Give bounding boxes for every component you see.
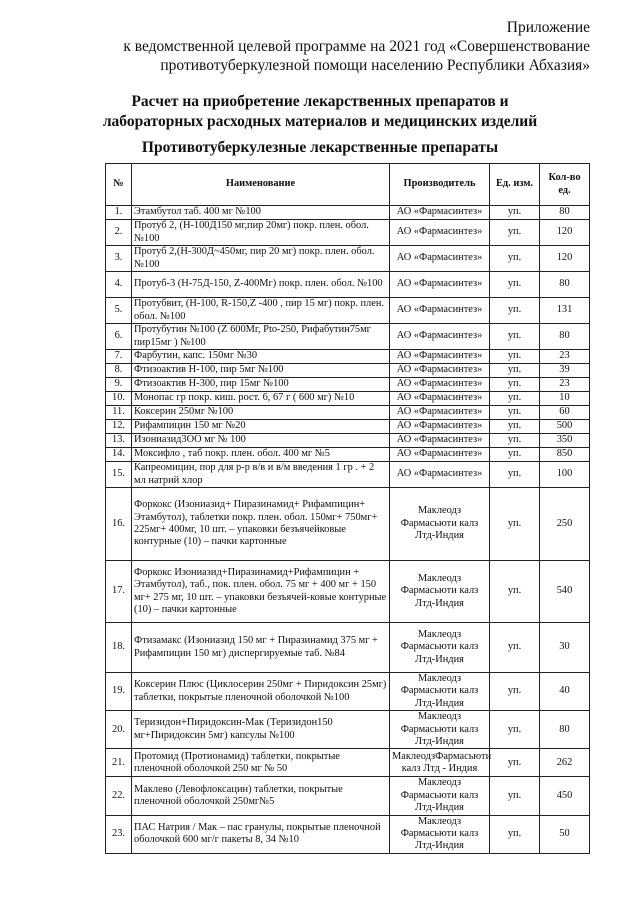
table-row [106, 392, 590, 406]
appendix-program-line-2: противотуберкулезной помощи населению Республики Абхазия» [160, 57, 590, 74]
manufacturer: АО «Фармасинтез» [390, 246, 490, 272]
manufacturer: АО «Фармасинтез» [390, 364, 490, 378]
table-row [106, 272, 590, 298]
table-row [106, 711, 590, 749]
row-number: 19. [106, 673, 132, 711]
drug-name: Протубвит, (Н-100, R-150,Z -400 , пир 15 мг) покр. плен. обол. №100 [132, 298, 390, 324]
drug-name: Протуб-3 (Н-75Д-150, Z-400Мг) покр. плен. обол. №100 [132, 272, 390, 298]
header-num: № [106, 164, 132, 206]
drug-name: Фтизоактив Н-300, пир 15мг №100 [132, 378, 390, 392]
table-row [106, 777, 590, 815]
drug-name: Форкокс Изониазид+Пиразинамид+Рифампицин + Этамбутол), таб., пок. плен. обол. 75 мг + 400 мг + 150 мг+ 275 мг, 10 шт. – упаковки безъячей-ковые контурные (10) – пачки картонные [132, 561, 390, 623]
drug-name: Коксерин 250мг №100 [132, 406, 390, 420]
drug-name: Фарбутин, капс. 150мг №30 [132, 350, 390, 364]
manufacturer: АО «Фармасинтез» [390, 378, 490, 392]
document-title-line-1: Расчет на приобретение лекарственных препаратов и [131, 93, 509, 110]
table-row [106, 448, 590, 462]
manufacturer: АО «Фармасинтез» [390, 420, 490, 434]
table-row [106, 364, 590, 378]
quantity: 10 [540, 392, 590, 406]
table-row [106, 220, 590, 246]
unit: уп. [490, 378, 540, 392]
drug-name: Протубутин №100 (Z 600Мг, Рto-250, Рифабутин75мг пир15мг ) №100 [132, 324, 390, 350]
manufacturer: Маклеодз Фармасьюти калз Лтд-Индия [390, 561, 490, 623]
header-maker: Производитель [390, 164, 490, 206]
table-row [106, 206, 590, 220]
quantity: 350 [540, 434, 590, 448]
drug-name: Маклево (Левофлоксацин) таблетки, покрытые пленочной оболочкой 250мг№5 [132, 777, 390, 815]
row-number: 8. [106, 364, 132, 378]
quantity: 131 [540, 298, 590, 324]
table-row [106, 246, 590, 272]
table-header-row [106, 164, 590, 206]
table-row [106, 673, 590, 711]
quantity: 450 [540, 777, 590, 815]
row-number: 5. [106, 298, 132, 324]
manufacturer: АО «Фармасинтез» [390, 462, 490, 488]
row-number: 15. [106, 462, 132, 488]
unit: уп. [490, 350, 540, 364]
manufacturer: Маклеодз Фармасьюти калз Лтд-Индия [390, 815, 490, 853]
header-qty: Кол-во ед. [540, 164, 590, 206]
quantity: 80 [540, 206, 590, 220]
header-unit: Ед. изм. [490, 164, 540, 206]
quantity: 50 [540, 815, 590, 853]
quantity: 120 [540, 220, 590, 246]
row-number: 10. [106, 392, 132, 406]
unit: уп. [490, 364, 540, 378]
quantity: 850 [540, 448, 590, 462]
document-title-line-2: лабораторных расходных материалов и медицинских изделий [102, 113, 538, 130]
drug-name: Фтизамакс (Изониазид 150 мг + Пиразинамид 375 мг + Рифампицин 150 мг) диспергируемые таб. №84 [132, 623, 390, 673]
appendix-label: Приложение [506, 19, 590, 36]
unit: уп. [490, 777, 540, 815]
table-row [106, 406, 590, 420]
unit: уп. [490, 815, 540, 853]
header-name: Наименование [132, 164, 390, 206]
unit: уп. [490, 673, 540, 711]
quantity: 30 [540, 623, 590, 673]
table-row [106, 324, 590, 350]
manufacturer: МаклеодзФармасьюти калз Лтд - Индия [390, 749, 490, 777]
unit: уп. [490, 462, 540, 488]
quantity: 40 [540, 673, 590, 711]
quantity: 80 [540, 272, 590, 298]
row-number: 6. [106, 324, 132, 350]
manufacturer: АО «Фармасинтез» [390, 448, 490, 462]
row-number: 18. [106, 623, 132, 673]
row-number: 11. [106, 406, 132, 420]
drug-name: Протуб 2,(Н-300Д~450мг, пир 20 мг) покр. плен. обол. №100 [132, 246, 390, 272]
row-number: 20. [106, 711, 132, 749]
row-number: 21. [106, 749, 132, 777]
manufacturer: Маклеодз Фармасьюти калз Лтд-Индия [390, 711, 490, 749]
unit: уп. [490, 246, 540, 272]
drug-name: Монопас гр покр. киш. рост. 6, 67 г ( 600 мг) №10 [132, 392, 390, 406]
row-number: 1. [106, 206, 132, 220]
appendix-header [30, 18, 590, 75]
unit: уп. [490, 220, 540, 246]
table-row [106, 420, 590, 434]
drug-name: Капреомицин, пор для р-р в/в и в/м введения 1 гр . + 2 мл натрий хлор [132, 462, 390, 488]
quantity: 500 [540, 420, 590, 434]
table-body [106, 206, 590, 854]
unit: уп. [490, 420, 540, 434]
drug-name: Форкокс (Изониазид+ Пиразинамид+ Рифампицин+ Этамбутол), таблетки покр. плен. обол. 150мг+ 750мг+ 225мг+ 400мг, 10 шт. – упаковки безъячейковые контурные (10) – пачки картонные [132, 488, 390, 561]
table-row [106, 378, 590, 392]
unit: уп. [490, 392, 540, 406]
drug-name: ПАС Натрия / Мак – пас гранулы, покрытые пленочной оболочкой 600 мг/г пакеты 8, 34 №10 [132, 815, 390, 853]
manufacturer: АО «Фармасинтез» [390, 298, 490, 324]
quantity: 120 [540, 246, 590, 272]
drug-name: Моксифло , таб покр. плен. обол. 400 мг №5 [132, 448, 390, 462]
row-number: 12. [106, 420, 132, 434]
table-row [106, 350, 590, 364]
manufacturer: Маклеодз Фармасьюти калз Лтд-Индия [390, 623, 490, 673]
unit: уп. [490, 206, 540, 220]
manufacturer: АО «Фармасинтез» [390, 324, 490, 350]
drug-name: Изониазид3ОО мг № 100 [132, 434, 390, 448]
drug-name: Рифампицин 150 мг №20 [132, 420, 390, 434]
quantity: 80 [540, 711, 590, 749]
unit: уп. [490, 711, 540, 749]
row-number: 14. [106, 448, 132, 462]
document-title [0, 92, 640, 132]
table-row [106, 561, 590, 623]
quantity: 60 [540, 406, 590, 420]
row-number: 22. [106, 777, 132, 815]
table-row [106, 462, 590, 488]
quantity: 23 [540, 378, 590, 392]
unit: уп. [490, 434, 540, 448]
quantity: 39 [540, 364, 590, 378]
manufacturer: АО «Фармасинтез» [390, 272, 490, 298]
drug-name: Коксерин Плюс (Циклосерин 250мг + Пиридоксин 25мг) таблетки, покрытые пленочной оболочкой №100 [132, 673, 390, 711]
manufacturer: АО «Фармасинтез» [390, 392, 490, 406]
quantity: 100 [540, 462, 590, 488]
row-number: 17. [106, 561, 132, 623]
row-number: 9. [106, 378, 132, 392]
unit: уп. [490, 488, 540, 561]
unit: уп. [490, 749, 540, 777]
table-row [106, 815, 590, 853]
table-row [106, 434, 590, 448]
manufacturer: АО «Фармасинтез» [390, 220, 490, 246]
manufacturer: АО «Фармасинтез» [390, 406, 490, 420]
quantity: 262 [540, 749, 590, 777]
unit: уп. [490, 324, 540, 350]
manufacturer: АО «Фармасинтез» [390, 350, 490, 364]
table-row [106, 749, 590, 777]
quantity: 250 [540, 488, 590, 561]
quantity: 23 [540, 350, 590, 364]
drug-name: Теризидон+Пиридоксин-Мак (Теризидон150 мг+Пиридоксин 5мг) капсулы №100 [132, 711, 390, 749]
manufacturer: АО «Фармасинтез» [390, 434, 490, 448]
manufacturer: Маклеодз Фармасьюти калз Лтд-Индия [390, 777, 490, 815]
table-row [106, 623, 590, 673]
quantity: 540 [540, 561, 590, 623]
row-number: 7. [106, 350, 132, 364]
unit: уп. [490, 561, 540, 623]
row-number: 23. [106, 815, 132, 853]
row-number: 2. [106, 220, 132, 246]
drugs-table [105, 163, 590, 854]
section-subtitle: Противотуберкулезные лекарственные препараты [141, 139, 499, 156]
manufacturer: Маклеодз Фармасьюти калз Лтд-Индия [390, 673, 490, 711]
drug-name: Этамбутол таб. 400 мг №100 [132, 206, 390, 220]
unit: уп. [490, 406, 540, 420]
manufacturer: Маклеодз Фармасьюти калз Лтд-Индия [390, 488, 490, 561]
unit: уп. [490, 623, 540, 673]
appendix-program-line: к ведомственной целевой программе на 2021 год «Совершенствование [123, 38, 590, 55]
row-number: 4. [106, 272, 132, 298]
row-number: 3. [106, 246, 132, 272]
unit: уп. [490, 298, 540, 324]
drug-name: Протомид (Протионамид) таблетки, покрытые пленочной оболочкой 250 мг № 50 [132, 749, 390, 777]
table-row [106, 298, 590, 324]
drug-name: Фтизоактив Н-100, пир 5мг №100 [132, 364, 390, 378]
unit: уп. [490, 272, 540, 298]
row-number: 13. [106, 434, 132, 448]
manufacturer: АО «Фармасинтез» [390, 206, 490, 220]
quantity: 80 [540, 324, 590, 350]
table-row [106, 488, 590, 561]
row-number: 16. [106, 488, 132, 561]
unit: уп. [490, 448, 540, 462]
drug-name: Протуб 2, (Н-100Д150 мг,пир 20мг) покр. плен. обол. №100 [132, 220, 390, 246]
